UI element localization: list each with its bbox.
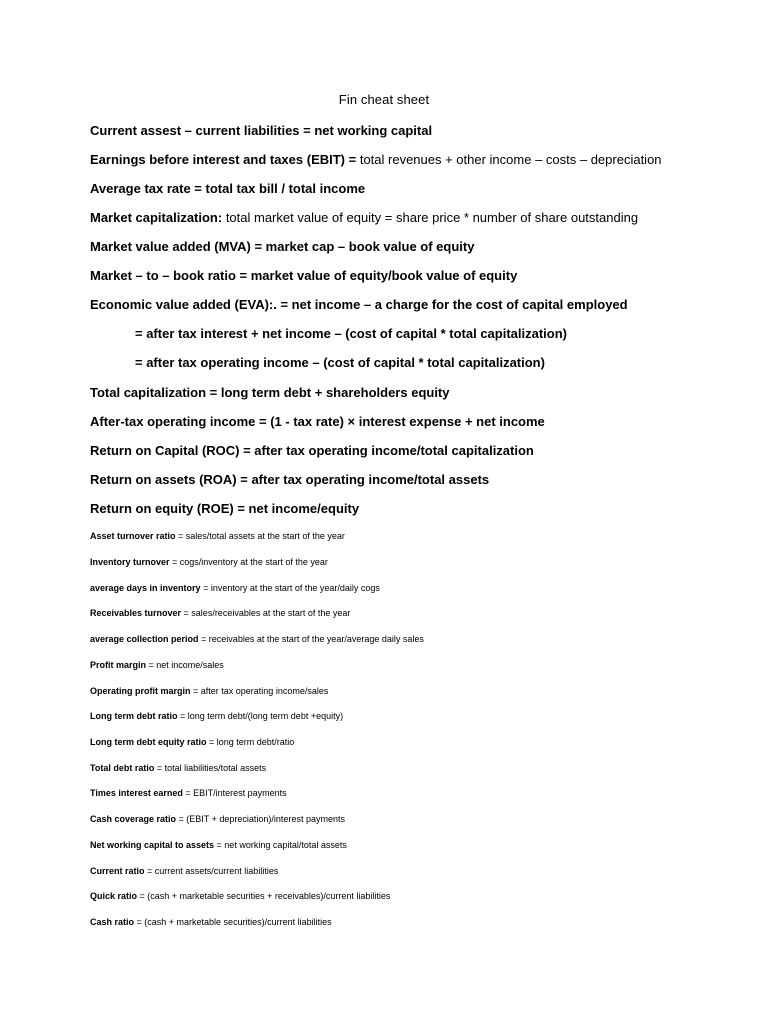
- formula-mva: [90, 239, 474, 254]
- ratio-label: Long term debt ratio: [90, 711, 178, 721]
- formula-text: Current assest – current liabilities = net working capital: [90, 123, 433, 138]
- ratio-label: Net working capital to assets: [90, 840, 215, 850]
- ratio-profit-margin: [90, 660, 224, 670]
- ratio-rhs: = (EBIT + depreciation)/interest payments: [176, 814, 345, 824]
- ratio-label: Current ratio: [90, 866, 145, 876]
- formula-average-tax-rate: [90, 181, 365, 196]
- formula-eva-alt-2: [135, 355, 545, 370]
- ratio-label: Receivables turnover: [90, 608, 182, 618]
- formula-ebit: [90, 152, 662, 167]
- formula-label: Economic value added (EVA):.: [90, 297, 281, 312]
- ratio-label: average days in inventory: [90, 583, 201, 593]
- ratio-label: Quick ratio: [90, 891, 138, 901]
- formula-text: Return on Capital (ROC) = after tax operating income/total capitalization: [90, 443, 534, 458]
- ratio-label: Asset turnover ratio: [90, 531, 176, 541]
- formula-text: Average tax rate = total tax bill / total income: [90, 181, 366, 196]
- formula-eva: [90, 297, 628, 312]
- ratio-long-term-debt: [90, 711, 343, 721]
- ratio-rhs: = (cash + marketable securities + receivables)/current liabilities: [137, 891, 391, 901]
- formula-text: After-tax operating income = (1 - tax rate) × interest expense + net income: [90, 414, 545, 429]
- ratio-rhs: = net income/sales: [146, 660, 224, 670]
- ratio-label: Operating profit margin: [90, 686, 191, 696]
- ratio-quick: [90, 891, 390, 901]
- ratio-rhs: = cogs/inventory at the start of the year: [169, 557, 328, 567]
- formula-label: Earnings before interest and taxes (EBIT) =: [90, 152, 360, 167]
- ratio-label: Times interest earned: [90, 788, 183, 798]
- ratio-nwc-to-assets: [90, 840, 347, 850]
- formula-label: Market capitalization:: [90, 210, 226, 225]
- ratio-rhs: = inventory at the start of the year/daily cogs: [200, 583, 380, 593]
- ratio-label: Profit margin: [90, 660, 147, 670]
- ratio-average-collection-period: [90, 634, 424, 644]
- ratio-average-days-inventory: [90, 583, 380, 593]
- ratio-rhs: = current assets/current liabilities: [144, 866, 279, 876]
- formula-roc: [90, 443, 534, 458]
- formula-text: Market – to – book ratio = market value of equity/book value of equity: [90, 268, 518, 283]
- formula-rhs: total market value of equity = share price * number of share outstanding: [225, 210, 639, 225]
- formula-roa: [90, 472, 489, 487]
- ratio-label: Total debt ratio: [90, 763, 155, 773]
- page-title: Fin cheat sheet: [338, 92, 430, 107]
- ratio-long-term-debt-equity: [90, 737, 294, 747]
- ratio-rhs: = receivables at the start of the year/average daily sales: [198, 634, 424, 644]
- ratio-times-interest-earned: [90, 788, 287, 798]
- ratio-rhs: = sales/total assets at the start of the year: [175, 531, 345, 541]
- ratio-operating-profit-margin: [90, 686, 328, 696]
- ratio-inventory-turnover: [90, 557, 328, 567]
- ratio-rhs: = net working capital/total assets: [214, 840, 347, 850]
- ratio-receivables-turnover: [90, 608, 350, 618]
- ratio-total-debt: [90, 763, 266, 773]
- ratio-rhs: = long term debt/ratio: [206, 737, 295, 747]
- ratio-rhs: = sales/receivables at the start of the year: [181, 608, 351, 618]
- formula-after-tax-operating-income: [90, 414, 545, 429]
- ratio-label: Cash ratio: [90, 917, 135, 927]
- formula-text: Total capitalization = long term debt + shareholders equity: [90, 385, 450, 400]
- formula-rhs: total revenues + other income – costs – depreciation: [359, 152, 662, 167]
- ratio-rhs: = total liabilities/total assets: [154, 763, 267, 773]
- formula-text: Market value added (MVA) = market cap – book value of equity: [90, 239, 475, 254]
- formula-rhs: = net income – a charge for the cost of capital employed: [280, 297, 628, 312]
- formula-market-capitalization: [90, 210, 638, 225]
- ratio-current: [90, 866, 278, 876]
- ratio-cash: [90, 917, 332, 927]
- formula-eva-alt-1: [135, 326, 567, 341]
- ratio-rhs: = after tax operating income/sales: [190, 686, 329, 696]
- ratio-label: Inventory turnover: [90, 557, 170, 567]
- ratio-rhs: = EBIT/interest payments: [182, 788, 287, 798]
- formula-text: Return on assets (ROA) = after tax operating income/total assets: [90, 472, 490, 487]
- formula-net-working-capital: [90, 123, 432, 138]
- ratio-cash-coverage: [90, 814, 345, 824]
- formula-roe: [90, 501, 359, 516]
- ratio-rhs: = (cash + marketable securities)/current liabilities: [134, 917, 332, 927]
- ratio-label: Cash coverage ratio: [90, 814, 177, 824]
- formula-text: Return on equity (ROE) = net income/equity: [90, 501, 360, 516]
- formula-text: = after tax operating income – (cost of capital * total capitalization): [135, 355, 545, 370]
- ratio-label: Long term debt equity ratio: [90, 737, 207, 747]
- formula-text: = after tax interest + net income – (cost of capital * total capitalization): [135, 326, 567, 341]
- formula-market-to-book: [90, 268, 517, 283]
- ratio-label: average collection period: [90, 634, 199, 644]
- formula-total-capitalization: [90, 385, 450, 400]
- ratio-rhs: = long term debt/(long term debt +equity): [177, 711, 344, 721]
- ratio-asset-turnover: [90, 531, 345, 541]
